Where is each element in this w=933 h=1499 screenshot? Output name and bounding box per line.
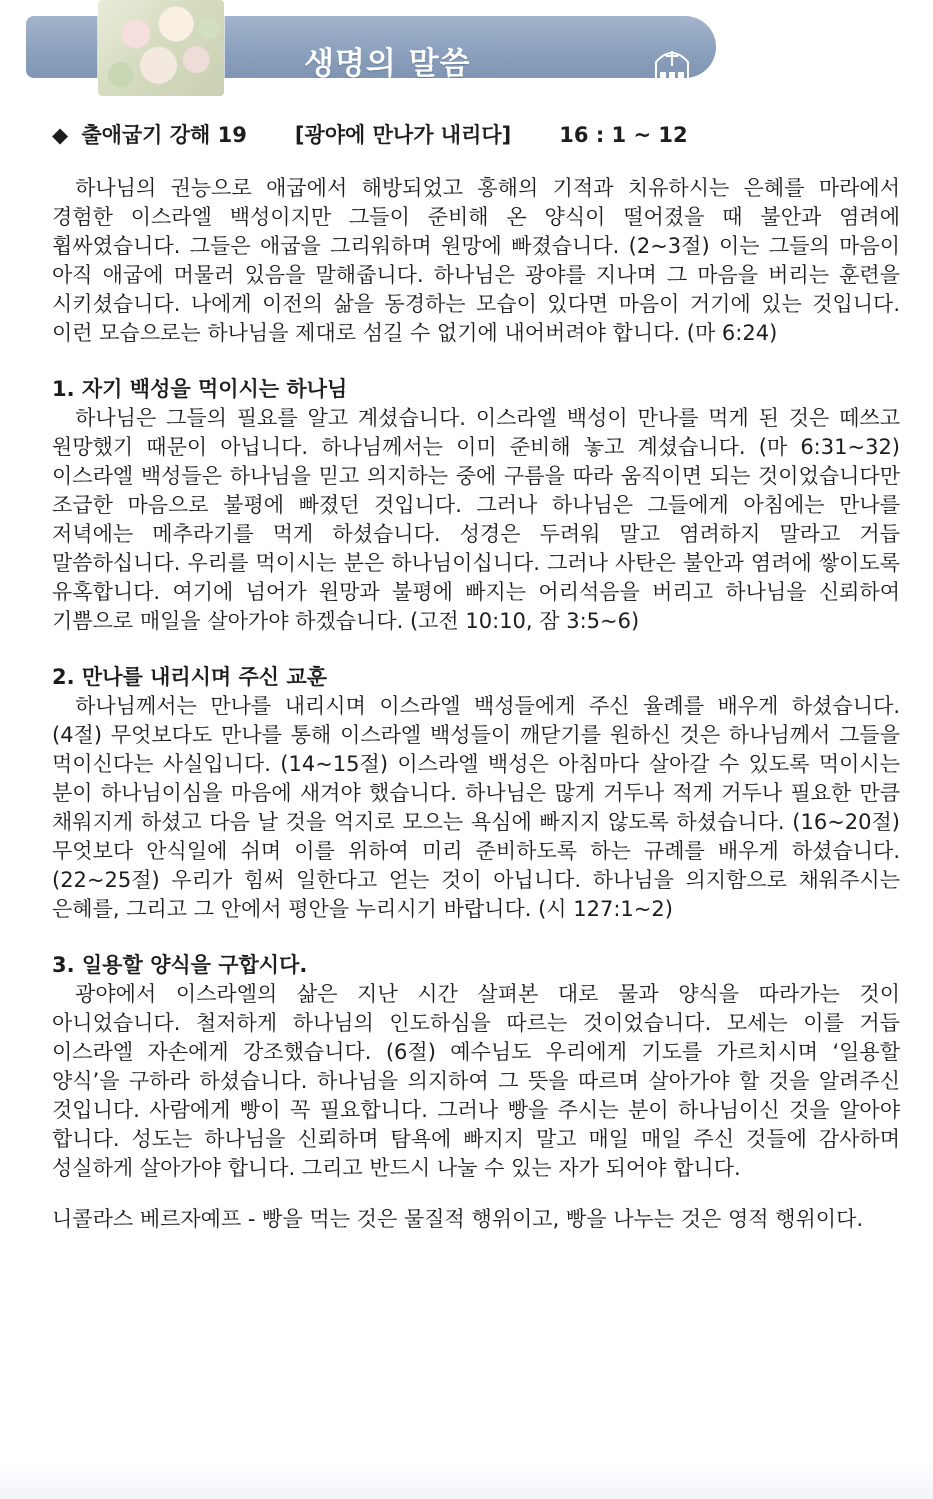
sermon-subtitle: [광야에 만나가 내리다] xyxy=(294,123,512,147)
closing-quote: 니콜라스 베르자예프 - 빵을 먹는 것은 물질적 행위이고, 빵을 나누는 것은 영적 행위이다. xyxy=(52,1207,864,1231)
sermon-series: 출애굽기 강해 19 xyxy=(81,123,247,147)
page-bottom-strip xyxy=(0,1459,933,1499)
sermon-header xyxy=(52,118,900,152)
section-1-body: 하나님은 그들의 필요를 알고 계셨습니다. 이스라엘 백성이 만나를 먹게 된 것은 떼쓰고 원망했기 때문이 아닙니다. 하나님께서는 이미 준비해 놓고 계셨습니다. (마 6:31~32) 이스라엘 백성들은 하나님을 믿고 의지하는 중에 구름을 따라 움직이면 되는 것이었습니다만 조급한 마음으로 불평에 빠졌던 것입니다. 그러나 하나님은 그들에게 아침에는 만나를 저녁에는 메추라기를 먹게 하셨습니다. 성경은 두려워 말고 염려하지 말라고 거듭 말씀하십니다. 우리를 먹이시는 분은 하나님이십니다. 그러나 사탄은 불안과 염려에 쌓이도록 유혹합니다. 여기에 넘어가 원망과 불평에 빠지는 어리석음을 버리고 하나님을 신뢰하여 기쁨으로 매일을 살아가야 하겠습니다. (고전 10:10, 잠 3:5~6) xyxy=(52,406,900,633)
intro-paragraph: 하나님의 권능으로 애굽에서 해방되었고 홍해의 기적과 치유하시는 은혜를 마라에서 경험한 이스라엘 백성이지만 그들이 준비해 온 양식이 떨어졌을 때 불안과 염려에 휩싸였습니다. 그들은 애굽을 그리워하며 원망에 빠졌습니다. (2~3절) 이는 그들의 마음이 아직 애굽에 머물러 있음을 말해줍니다. 하나님은 광야를 지나며 그 마음을 버리는 훈련을 시키셨습니다. 나에게 이전의 삶을 동경하는 모습이 있다면 마음이 거기에 있는 것입니다. 이런 모습으로는 하나님을 제대로 섬길 수 없기에 내어버려야 합니다. (마 6:24) xyxy=(52,176,900,345)
church-icon xyxy=(652,42,692,78)
flower-bouquet-image xyxy=(98,0,224,96)
section-2-body: 하나님께서는 만나를 내리시며 이스라엘 백성들에게 주신 율례를 배우게 하셨습니다. (4절) 무엇보다도 만나를 통해 이스라엘 백성들이 깨닫기를 원하신 것은 하나님께서 그들을 먹이신다는 사실입니다. (14~15절) 이스라엘 백성은 아침마다 살아갈 수 있도록 먹이시는 분이 하나님이심을 마음에 새겨야 했습니다. 하나님은 많게 거두나 적게 거두나 필요한 만큼 채워지게 하셨고 다음 날 것을 억지로 모으는 욕심에 빠지지 않도록 하셨습니다. (16~20절) 무엇보다 안식일에 쉬며 이를 위하여 미리 준비하도록 하는 규례를 배우게 하셨습니다. (22~25절) 우리가 힘써 일한다고 얻는 것이 아닙니다. 하나님을 의지함으로 채워주시는 은혜를, 그리고 그 안에서 평안을 누리시기 바랍니다. (시 127:1~2) xyxy=(52,694,900,921)
scripture-reference: 16 : 1 ~ 12 xyxy=(559,123,688,147)
section-3-heading: 3. 일용할 양식을 구합시다. xyxy=(52,953,308,977)
section-1-heading: 1. 자기 백성을 먹이시는 하나님 xyxy=(52,377,348,401)
document-body xyxy=(52,118,900,1234)
section-2-heading: 2. 만나를 내리시며 주신 교훈 xyxy=(52,665,327,689)
section-3-body: 광야에서 이스라엘의 삶은 지난 시간 살펴본 대로 물과 양식을 따라가는 것이 아니었습니다. 철저하게 하나님의 인도하심을 따르는 것이었습니다. 모세는 이를 거듭 이스라엘 자손에게 강조했습니다. (6절) 예수님도 우리에게 기도를 가르치시며 ‘일용할 양식’을 구하라 하셨습니다. 하나님을 의지하여 그 뜻을 따르며 살아가야 할 것을 알려주신 것입니다. 사람에게 빵이 꼭 필요합니다. 그러나 빵을 주시는 분이 하나님이신 것을 알아야 합니다. 성도는 하나님을 신뢰하며 탐욕에 빠지지 말고 매일 매일 주신 것들에 감사하며 성실하게 살아가야 합니다. 그리고 반드시 나눌 수 있는 자가 되어야 합니다. xyxy=(52,982,900,1180)
diamond-icon: ◆ xyxy=(52,123,69,147)
banner-title: 생명의 말씀 xyxy=(304,46,471,78)
